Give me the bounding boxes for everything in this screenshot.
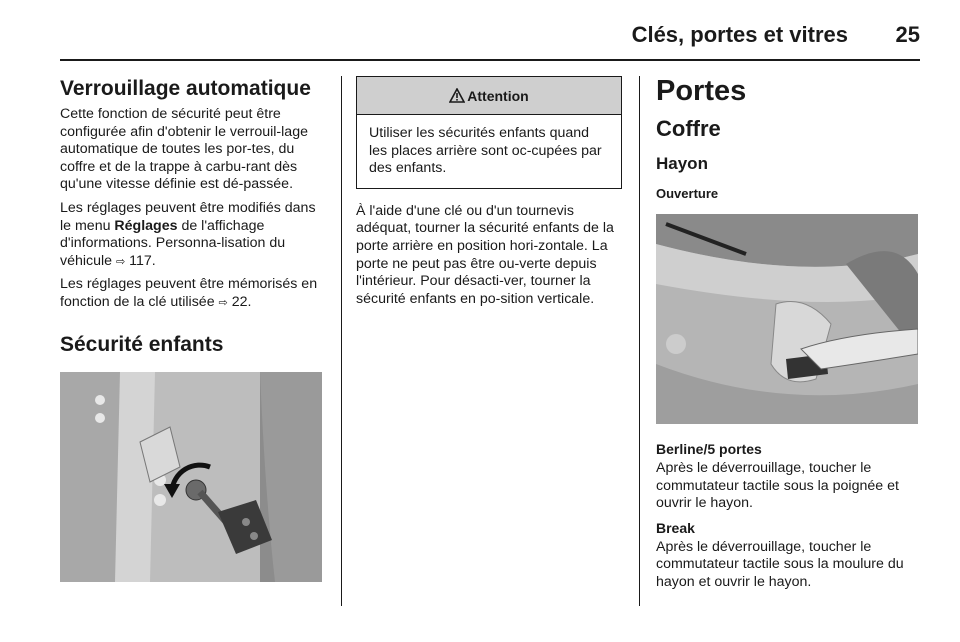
heading-coffre: Coffre (656, 116, 721, 141)
page-number: 25 (895, 22, 920, 47)
paragraph-verrouillage: Cette fonction de sécurité peut être configurée afin d'obtenir le verrouil-lage automatique de toutes les por-tes, du coffre et de la trappe à carbu-rant dès qu'une vitesse définie est dé-passée. (60, 106, 308, 193)
heading-break: Break (656, 519, 695, 536)
warning-header (357, 77, 621, 115)
child-lock-illustration (60, 372, 322, 582)
warning-text: Utiliser les sécurités enfants quand les places arrière sont oc-cupées par des enfants. (369, 125, 602, 177)
heading-securite-enfants: Sécurité enfants (60, 332, 224, 356)
reference-arrow-icon: ⇨ (218, 295, 228, 309)
column-2 (356, 76, 622, 314)
reglages-menu-label: Réglages (114, 217, 178, 234)
paragraph-berline: Après le déverrouillage, toucher le commutateur tactile sous la poignée et ouvrir le hayon. (656, 460, 899, 512)
tailgate-opening-illustration (656, 214, 918, 424)
header-rule (60, 59, 920, 61)
heading-ouverture: Ouverture (656, 186, 719, 201)
paragraph-break: Après le déverrouillage, toucher le commutateur tactile sous la moulure du hayon et ouvrir le hayon. (656, 538, 904, 590)
header-title: Clés, portes et vitres (631, 22, 848, 47)
paragraph-reglages: Les réglages peuvent être modifiés dans le menu Réglages de l'affichage d'informations. Personna-lisation du véhicule ⇨ 117. (60, 199, 316, 269)
warning-triangle-icon (449, 88, 465, 103)
heading-verrouillage: Verrouillage automatique (60, 77, 311, 100)
heading-portes: Portes (656, 75, 747, 107)
paragraph-memorises: Les réglages peuvent être mémorisés en fonction de la clé utilisée ⇨ 22. (60, 276, 318, 310)
warning-box (356, 76, 622, 189)
warning-title: Attention (467, 87, 529, 104)
column-divider (639, 76, 640, 606)
reference-arrow-icon: ⇨ (116, 254, 126, 268)
heading-berline: Berline/5 portes (656, 441, 762, 457)
column-divider (341, 76, 342, 606)
page-header (60, 18, 920, 58)
paragraph-securite-enfants: À l'aide d'une clé ou d'un tournevis adéquat, tourner la sécurité enfants de la porte arrière en position hori-zontale. La porte ne peut pas être ou-verte depuis l'intérieur. Pour désacti-ver, tourner la sécurité enfants en po-sition verticale. (356, 202, 614, 307)
column-3 (656, 76, 920, 598)
column-1 (60, 76, 328, 582)
heading-hayon: Hayon (656, 154, 708, 173)
